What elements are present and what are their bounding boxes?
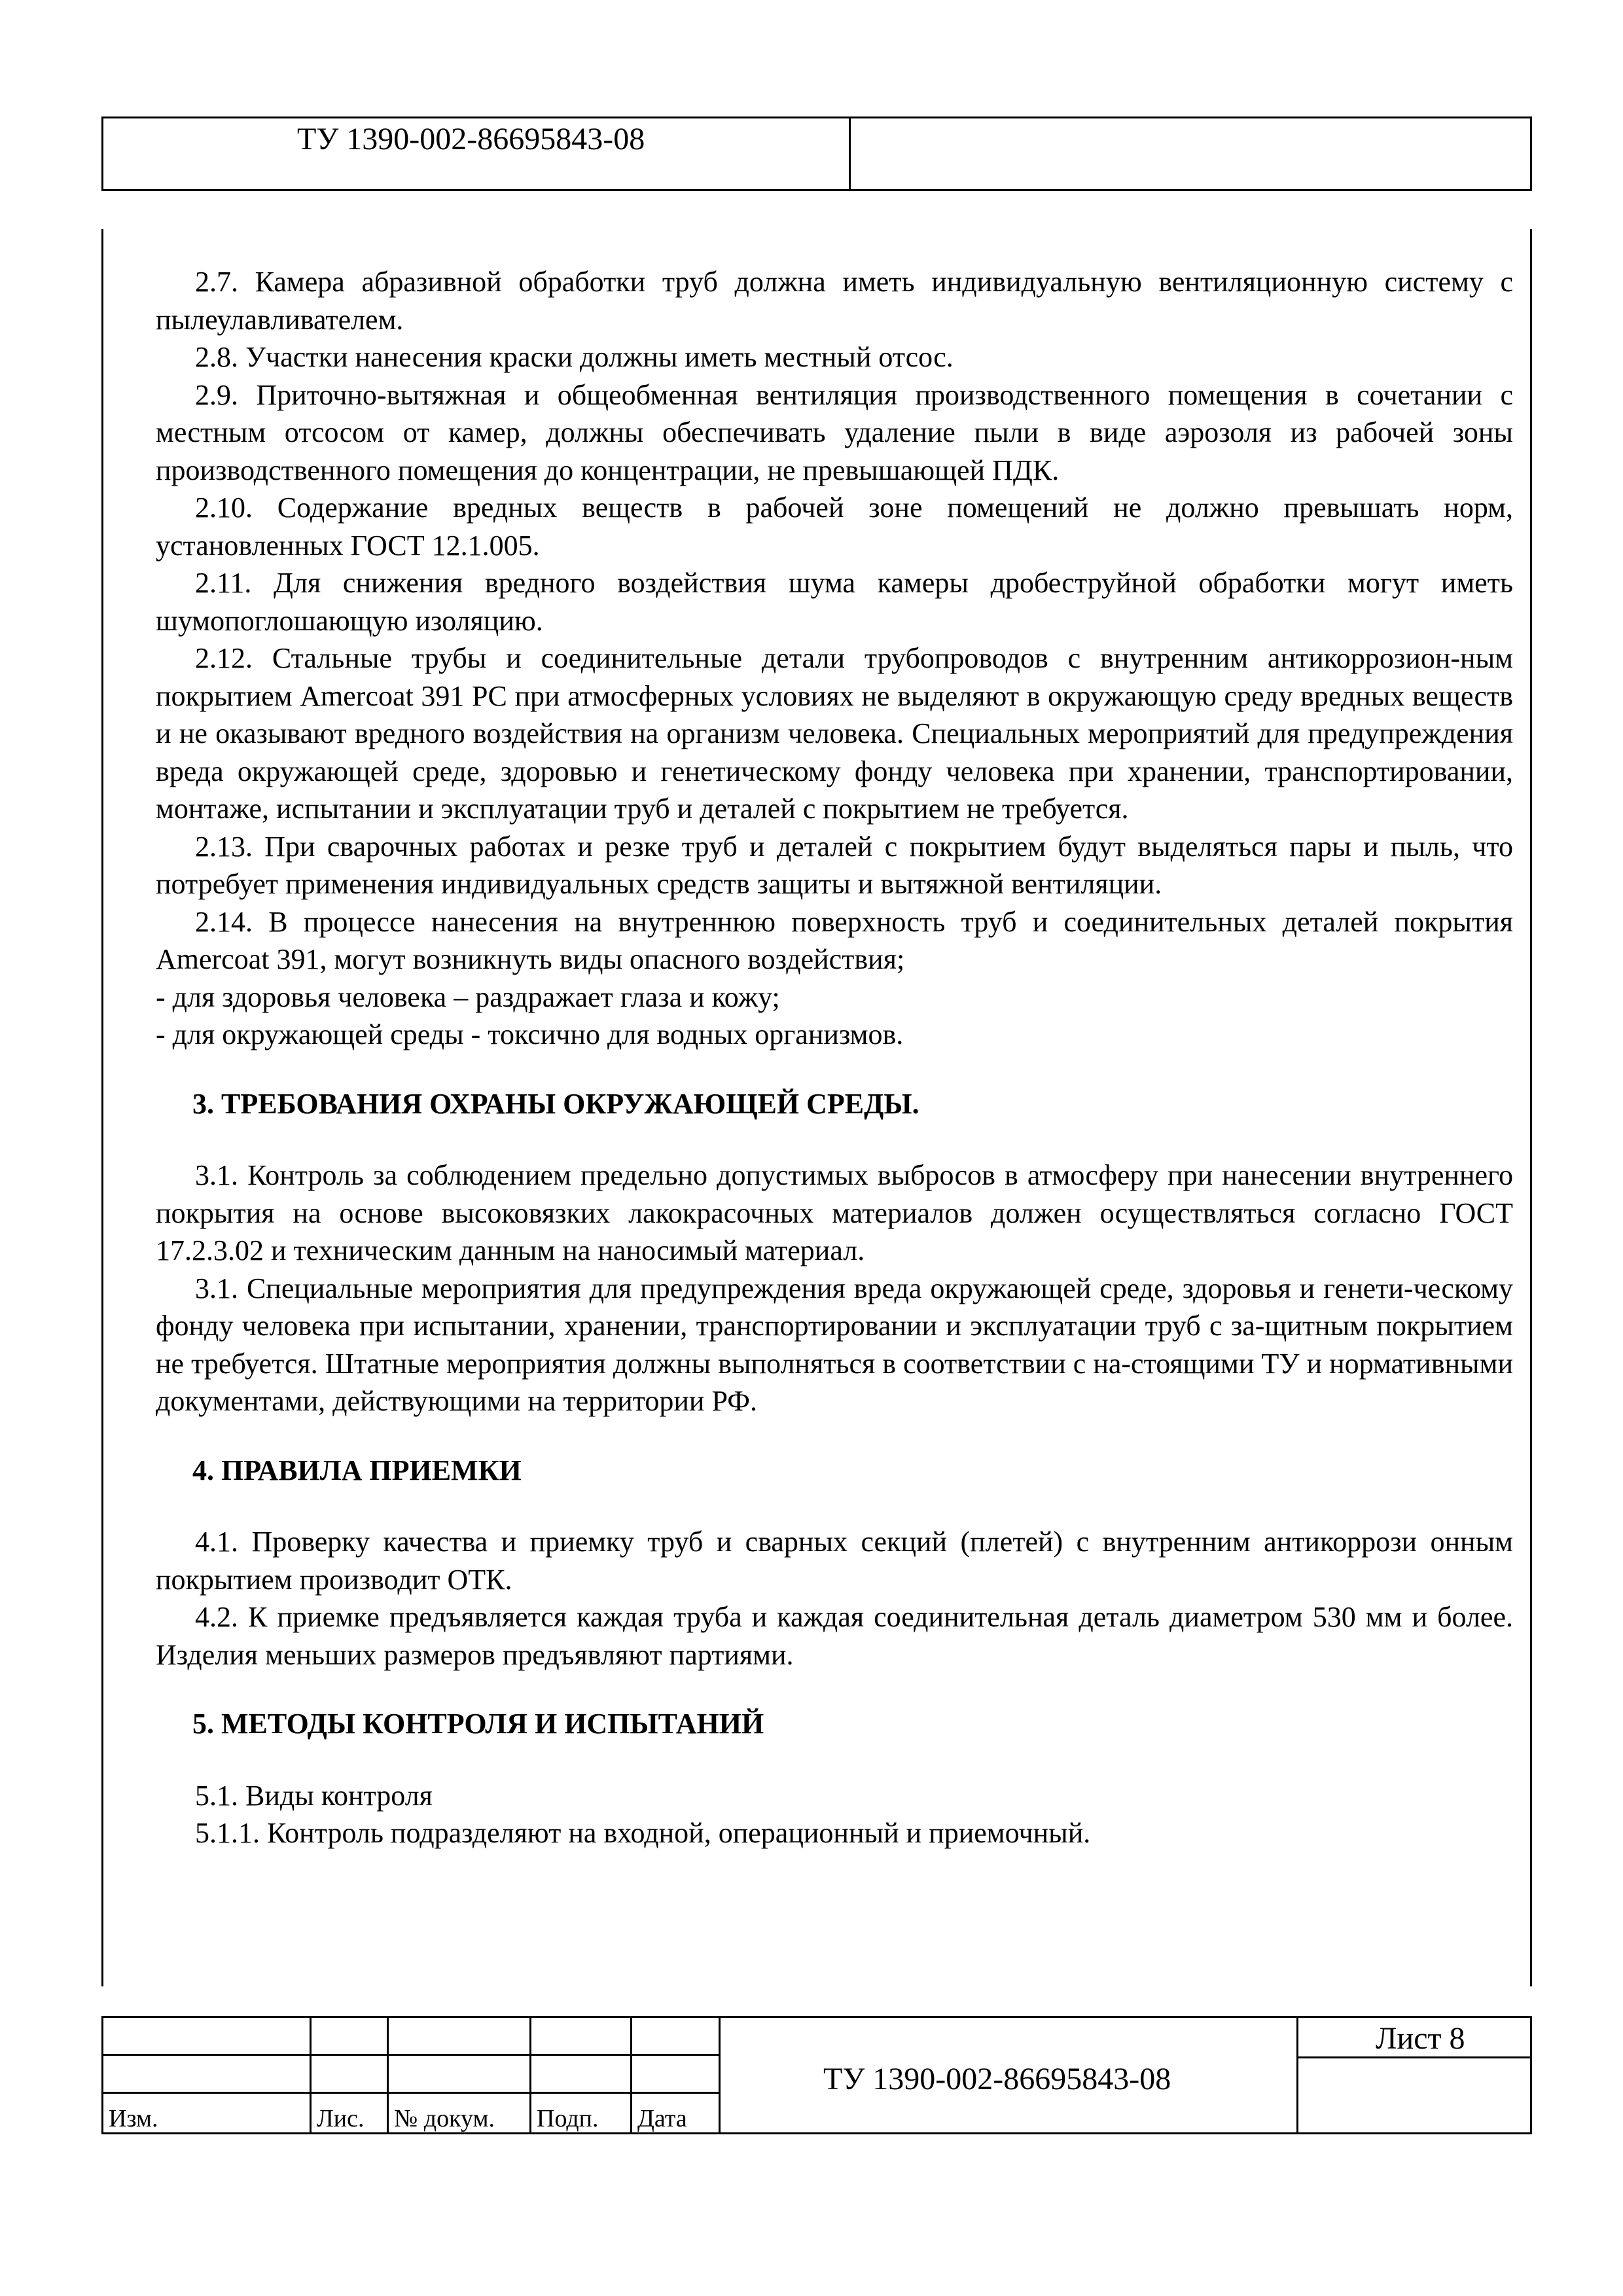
header-empty-cell (851, 118, 1530, 189)
revision-cell (632, 2018, 721, 2056)
column-list-label: Лис. (317, 2105, 365, 2132)
paragraph-2-7: 2.7. Камера абразивной обработки труб должна иметь индивидуальную вентиляционную систему с пылеулавливателем. (156, 266, 1513, 336)
paragraph-5-1: 5.1. Виды контроля (195, 1779, 433, 1812)
column-doc-number-label: № докум. (394, 2105, 495, 2132)
column-date (632, 2094, 721, 2132)
list-item-health: - для здоровья человека – раздражает глаза и кожу; (156, 980, 780, 1013)
revision-cell (103, 2018, 312, 2056)
column-izm-label: Изм. (109, 2105, 158, 2132)
revision-cell (531, 2018, 632, 2056)
sheet-cell (1298, 2018, 1530, 2132)
revision-cell (389, 2056, 531, 2094)
paragraph-2-11: 2.11. Для снижения вредного воздействия шума камеры дробеструйной обработки могут иметь шумопоглошающую изоляцию. (156, 567, 1513, 637)
paragraph-5-1-1: 5.1.1. Контроль подразделяют на входной, операционный и приемочный. (195, 1817, 1091, 1849)
header-box (101, 117, 1532, 191)
paragraph-2-10: 2.10. Содержание вредных веществ в рабочей зоне помещений не должно превышать норм, установленных ГОСТ 12.1.005. (156, 492, 1513, 562)
paragraph-2-14: 2.14. В процессе нанесения на внутреннюю поверхность труб и соединительных деталей покрытия Amercoat 391, могут возникнуть виды опасного воздействия; (156, 905, 1513, 975)
title-block-doc-code-cell (722, 2018, 1298, 2132)
revision-cell (312, 2018, 389, 2056)
list-item-environment: - для окружающей среды - токсично для водных организмов. (156, 1018, 904, 1050)
revision-cell (389, 2018, 531, 2056)
header-doc-code-cell (103, 118, 851, 189)
paragraph-3-1-second: 3.1. Специальные мероприятия для предупреждения вреда окружающей среде, здоровья и генети-ческому фонду человека при испытании, хранении, транспортировании и эксплуатации труб с за-щитным покрытием не требуется. Штатные мероприятия должны выполняться в соответствии с на-стоящими ТУ и нормативными документами, действующими на территории РФ. (156, 1272, 1513, 1417)
paragraph-2-13: 2.13. При сварочных работах и резке труб и деталей с покрытием будут выделяться пары и пыль, что потребует применения индивидуальных средств защиты и вытяжной вентиляции. (156, 830, 1513, 900)
paragraph-2-8: 2.8. Участки нанесения краски должны иметь местный отсос. (195, 341, 954, 373)
title-block-doc-code: ТУ 1390-002-86695843-08 (823, 2062, 1171, 2096)
column-signature (531, 2094, 632, 2132)
paragraph-4-1: 4.1. Проверку качества и приемку труб и сварных секций (плетей) с внутренним антикоррози онным покрытием производит ОТК. (156, 1526, 1513, 1596)
section-heading-5: 5. МЕТОДЫ КОНТРОЛЯ И ИСПЫТАНИЙ (192, 1708, 764, 1740)
revision-cell (632, 2056, 721, 2094)
column-list (312, 2094, 389, 2132)
revision-cell (103, 2056, 312, 2094)
paragraph-3-1: 3.1. Контроль за соблюдением предельно допустимых выбросов в атмосферу при нанесении внутреннего покрытия на основе высоковязких лакокрасочных материалов должен осуществляться согласно ГОСТ 17.2.3.02 и техническим данным на наносимый материал. (156, 1159, 1513, 1266)
header-doc-code: ТУ 1390-002-86695843-08 (297, 122, 645, 156)
sheet-number: Лист 8 (1376, 2021, 1465, 2056)
column-izm (103, 2094, 312, 2132)
paragraph-4-2: 4.2. К приемке предъявляется каждая труба и каждая соединительная деталь диаметром 530 мм и более. Изделия меньших размеров предъявляют партиями. (156, 1601, 1513, 1671)
revision-cell (312, 2056, 389, 2094)
paragraph-2-9: 2.9. Приточно-вытяжная и общеобменная вентиляция производственного помещения в сочетании с местным отсосом от камер, должны обеспечивать удаление пыли в виде аэрозоля из рабочей зоны производственного помещения до концентрации, не превышающей ПДК. (156, 378, 1513, 486)
sheet-label-cell (1298, 2018, 1530, 2058)
column-doc-number (389, 2094, 531, 2132)
column-signature-label: Подп. (537, 2105, 599, 2132)
revision-cell (531, 2056, 632, 2094)
paragraph-2-12: 2.12. Стальные трубы и соединительные детали трубопроводов с внутренним антикоррозион-ным покрытием Amercoat 391 PC при атмосферных условиях не выделяют в окружающую среду вредных веществ и не оказывают вредного воздействия на организм человека. Специальных мероприятий для предупреждения вреда окружающей среде, здоровью и генетическому фонду человека при хранении, транспортировании, монтаже, испытании и эксплуатации труб и деталей с покрытием не требуется. (156, 642, 1513, 825)
section-heading-4: 4. ПРАВИЛА ПРИЕМКИ (192, 1454, 522, 1486)
title-block (101, 2016, 1532, 2134)
section-heading-3: 3. ТРЕБОВАНИЯ ОХРАНЫ ОКРУЖАЮЩЕЙ СРЕДЫ. (192, 1087, 919, 1120)
document-body (156, 263, 1513, 1852)
frame-left-line (101, 229, 103, 1986)
revision-grid (103, 2018, 722, 2132)
frame-right-line (1530, 229, 1532, 1986)
column-date-label: Дата (637, 2105, 687, 2132)
